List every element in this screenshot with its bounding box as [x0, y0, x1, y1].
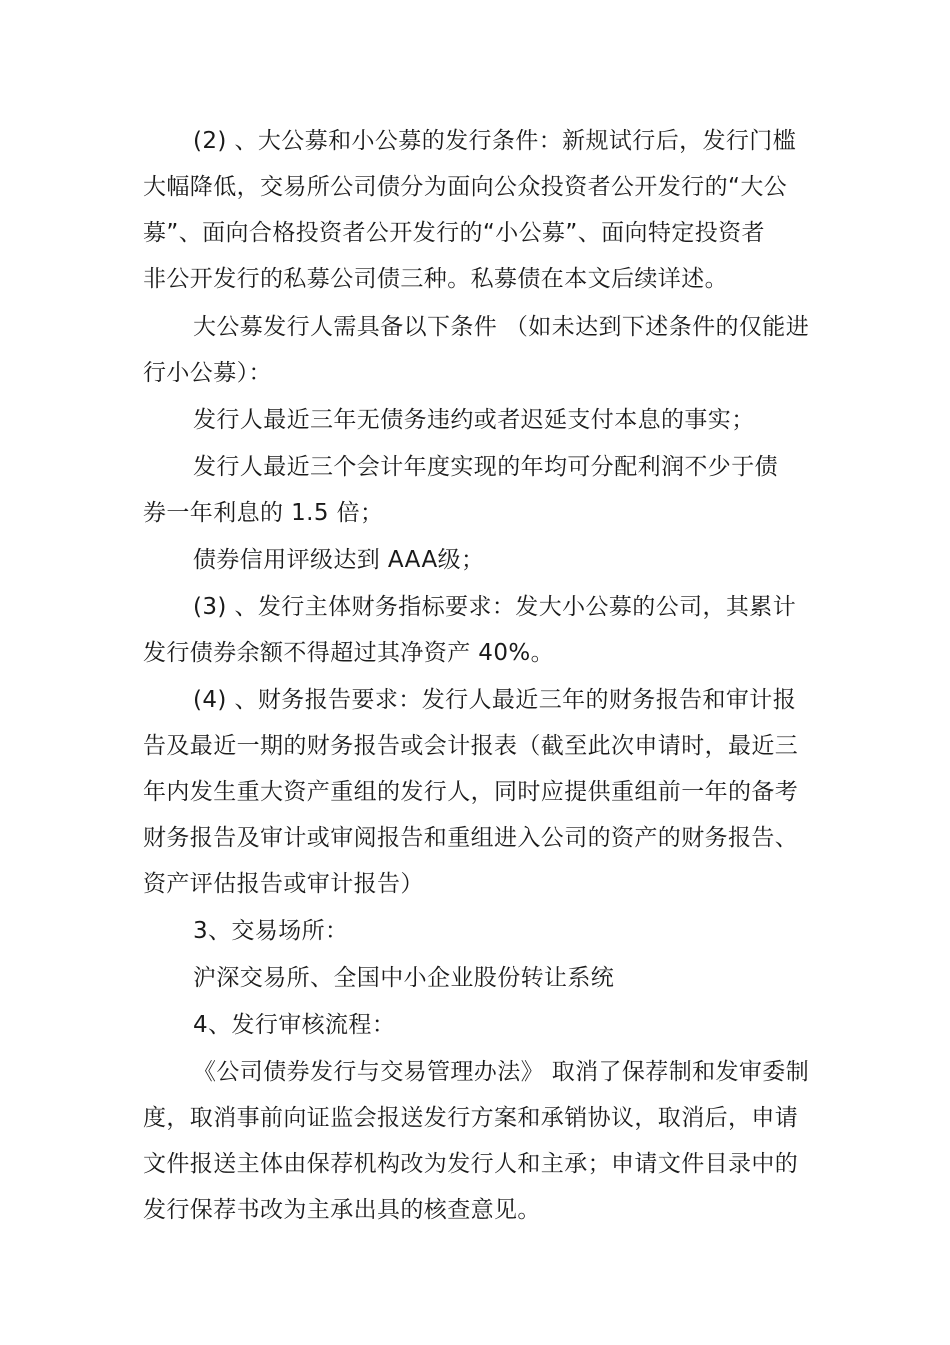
paragraph-line: 文件报送主体由保荐机构改为发行人和主承；申请文件目录中的: [143, 1151, 799, 1177]
paragraph-line: 非公开发行的私募公司债三种。私募债在本文后续详述。: [143, 266, 728, 292]
paragraph-line: 《公司债券发行与交易管理办法》 取消了保荐制和发审委制: [193, 1059, 810, 1085]
paragraph-line: 财务报告及审计或审阅报告和重组进入公司的资产的财务报告、: [143, 825, 799, 851]
paragraph-line: 3、交易场所：: [193, 918, 349, 944]
paragraph-line: 资产评估报告或审计报告）: [143, 871, 424, 897]
paragraph-line: 发行人最近三年无债务违约或者迟延支付本息的事实；: [193, 407, 755, 433]
paragraph-line: (2) 、大公募和小公募的发行条件：新规试行后，发行门槛: [193, 128, 797, 154]
paragraph-line: 年内发生重大资产重组的发行人，同时应提供重组前一年的备考: [143, 779, 799, 805]
paragraph-line: 告及最近一期的财务报告或会计报表（截至此次申请时，最近三: [143, 733, 799, 759]
paragraph-line: 度，取消事前向证监会报送发行方案和承销协议，取消后，申请: [143, 1105, 799, 1131]
paragraph-line: 发行人最近三个会计年度实现的年均可分配利润不少于债: [193, 454, 778, 480]
paragraph-line: 债券信用评级达到 AAA级；: [193, 547, 485, 573]
paragraph-line: 4、发行审核流程：: [193, 1012, 396, 1038]
paragraph-line: 大幅降低，交易所公司债分为面向公众投资者公开发行的“大公: [143, 174, 788, 200]
paragraph-line: 券一年利息的 1.5 倍；: [143, 500, 384, 526]
paragraph-line: (3) 、发行主体财务指标要求：发大小公募的公司，其累计: [193, 594, 797, 620]
paragraph-line: 发行保荐书改为主承出具的核查意见。: [143, 1197, 541, 1223]
paragraph-line: 大公募发行人需具备以下条件 （如未达到下述条件的仅能进: [193, 314, 810, 340]
paragraph-line: 行小公募）：: [143, 360, 272, 386]
paragraph-line: 发行债券余额不得超过其净资产 40%。: [143, 640, 555, 666]
paragraph-line: 沪深交易所、全国中小企业股份转让系统: [193, 965, 615, 991]
paragraph-line: 募”、面向合格投资者公开发行的“小公募”、面向特定投资者: [143, 220, 765, 246]
paragraph-line: (4) 、财务报告要求：发行人最近三年的财务报告和审计报: [193, 687, 797, 713]
